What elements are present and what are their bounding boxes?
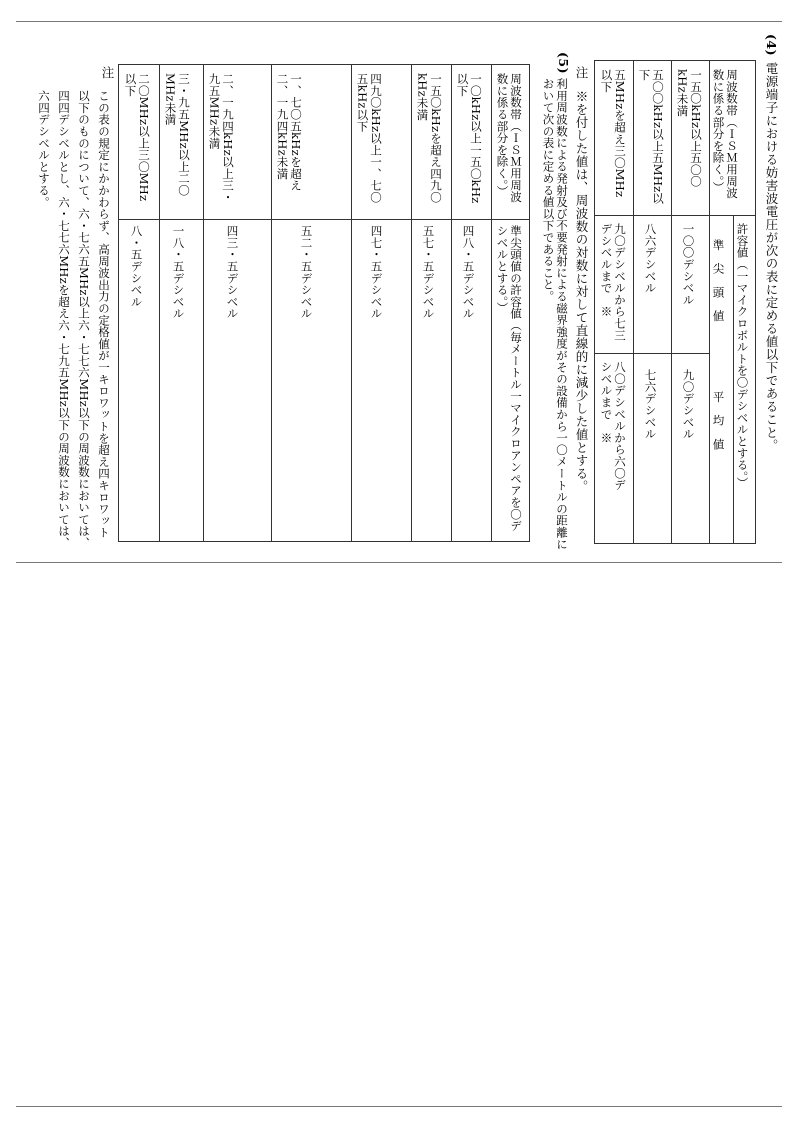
table-5-row-2-val: 五七・五デシベル [421,225,436,320]
table-5-row-2-freq: 一五〇kHzを超え四九〇kHz未満 [415,73,443,204]
section-5-number: (5) [556,52,571,75]
table-4-qp-header: 準 尖 頭 値 [711,239,726,322]
top-rule [16,21,782,22]
table-5-row-3-freq: 四九〇kHz以上一、七〇五kHz以下 [355,73,383,204]
table-4-row-2-avg: 七六デシベル [643,369,658,440]
table-5-row-6-val: 一八・五デシベル [171,225,186,320]
section-5-heading: 利用周波数による発射及び不要発射による磁界強度がその設備から一〇メートルの距離において次の表に定める値以下であること。 [541,78,569,550]
footer-rule [16,1106,782,1107]
table-4-avg-header: 平 均 値 [711,391,726,450]
table-5-row-5-val: 四三・五デシベル [225,225,240,320]
table-5-row-1-freq: 一〇kHz以上一五〇kHz以下 [455,73,483,204]
section-4-heading: 電源端子における妨害波電圧が次の表に定める値以下であること。 [764,62,779,452]
table-5-row-5-freq: 二、一九四kHz以上三・九五MHz未満 [207,73,235,204]
table-4-row-3-avg: 八〇デシベルから六〇デシベルまで ※ [599,361,627,491]
table-5-row-7-val: 八・五デシベル [129,225,144,308]
table-4-freq-header: 周波数帯（ＩＳＭ用周波数に係る部分を除く。） [711,69,739,199]
table-4-row-3-freq: 五MHzを超え三〇MHz以下 [599,69,627,198]
table-4-row-1-avg: 九〇デシベル [681,369,696,440]
table-4-row-2-qp: 八六デシベル [643,223,658,294]
table-4-row-2-freq: 五〇〇kHz以上五MHz以下 [637,69,665,205]
table-4-limit-header: 許容値（一マイクロボルトを〇デシベルとする。） [735,223,750,489]
table-5-row-7-freq: 二〇MHz以上三〇MHz以下 [123,73,151,202]
content-bottom-rule [16,562,782,563]
table-5-note-text: この表の規定にかかわらず、高周波出力の定格値が一キロワットを超え四キロワット以下のものについて、六・七六五MHz以上六・七七六MHz以下の周波数においては、四四デシベルとし、六・七七六MHzを超え六・七九五MHz以下の周波数においては、六四デシベルとする。 [37,90,111,549]
table-4-note-label: 注 [574,66,589,79]
table-5-freq-header: 周波数帯（ＩＳＭ用周波数に係る部分を除く。） [495,73,523,203]
table-5 [118,64,530,542]
table-4-note-text: ※を付した値は、周波数の対数に対して直線的に減少した値とする。 [574,90,589,493]
table-4-row-3-qp: 九〇デシベルから七三デシベルまで ※ [599,223,627,341]
table-5-row-3-val: 四七・五デシベル [369,225,384,320]
table-4-row-1-qp: 一〇〇デシベル [681,223,696,306]
table-5-row-6-freq: 三・九五MHz以上二〇MHz未満 [163,73,191,197]
table-5-row-1-val: 四八・五デシベル [461,225,476,320]
table-5-row-4-freq: 一、七〇五kHzを超え二、一九四kHz未満 [275,73,303,192]
table-4 [594,60,756,544]
section-4-number: (4) [764,34,779,57]
table-5-note-label: 注 [100,66,115,79]
table-5-row-4-val: 五二・五デシベル [299,225,314,320]
table-5-limit-header: 準尖頭値の許容値（毎メートル一マイクロアンペアを〇デシベルとする。） [495,225,523,532]
table-4-row-1-freq: 一五〇kHz以上五〇〇kHz未満 [675,69,703,188]
